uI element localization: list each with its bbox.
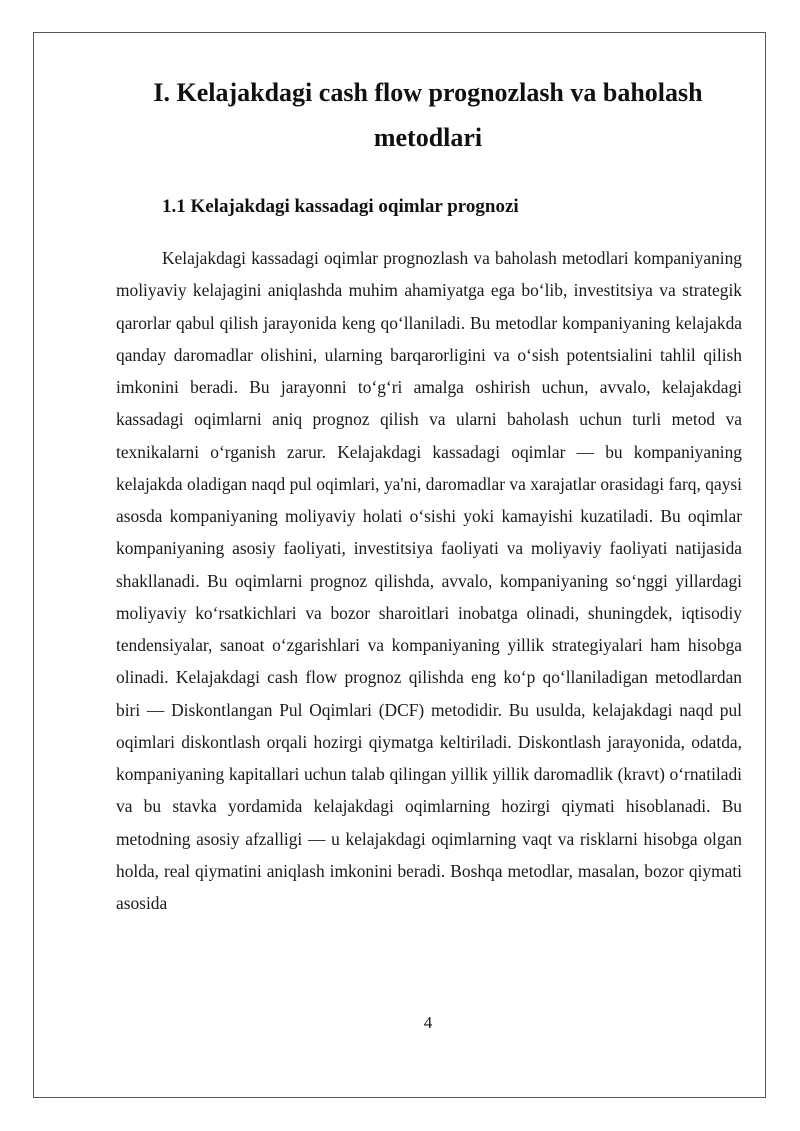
page-title: I. Kelajakdagi cash flow prognozlash va baholash metodlari xyxy=(153,78,703,152)
page-number: 4 xyxy=(423,1013,433,1032)
body-paragraph: Kelajakdagi kassadagi oqimlar prognozlash va baholash metodlari kompaniyaning moliyaviy kelajagini aniqlashda muhim ahamiyatga ega bo‘lib, investitsiya va strategik qarorlar qabul qilish jarayonida keng qo‘llaniladi. Bu metodlar kompaniyaning kelajakda qanday daromadlar olishini, ularning barqarorligini va o‘sish potentsialini tahlil qilish imkonini beradi. Bu jarayonni to‘g‘ri amalga oshirish uchun, avvalo, kelajakdagi kassadagi oqimlarni aniq prognoz qilish va ularni baholash uchun turli metod va texnikalarni o‘rganish zarur. Kelajakdagi kassadagi oqimlar — bu kompaniyaning kelajakda oladigan naqd pul oqimlari, ya'ni, daromadlar va xarajatlar orasidagi farq, qaysi asosda kompaniyaning moliyaviy holati o‘sishi yoki kamayishi kuzatiladi. Bu oqimlar kompaniyaning asosiy faoliyati, investitsiya faoliyati va moliyaviy faoliyati natijasida shakllanadi. Bu oqimlarni prognoz qilishda, avvalo, kompaniyaning so‘nggi yillardagi moliyaviy ko‘rsatkichlari va bozor sharoitlari inobatga olinadi, shuningdek, iqtisodiy tendensiyalar, sanoat o‘zgarishlari va kompaniyaning yillik strategiyalari ham hisobga olinadi. Kelajakdagi cash flow prognoz qilishda eng ko‘p qo‘llaniladigan metodlardan biri — Diskontlangan Pul Oqimlari (DCF) metodidir. Bu usulda, kelajakdagi naqd pul oqimlari diskontlash orqali hozirgi qiymatga keltiriladi. Diskontlash jarayonida, odatda, kompaniyaning kapitallari uchun talab qilingan yillik yillik daromadlik (kravt) o‘rnatiladi va bu stavka yordamida kelajakdagi oqimlarning hozirgi qiymati hisoblanadi. Bu metodning asosiy afzalligi — u kelajakdagi oqimlarning vaqt va risklarni hisobga olgan holda, real qiymatini aniqlash imkonini beradi. Boshqa metodlar, masalan, bozor qiymati asosida xyxy=(116,248,742,913)
section-heading: 1.1 Kelajakdagi kassadagi oqimlar prognozi xyxy=(162,196,519,217)
